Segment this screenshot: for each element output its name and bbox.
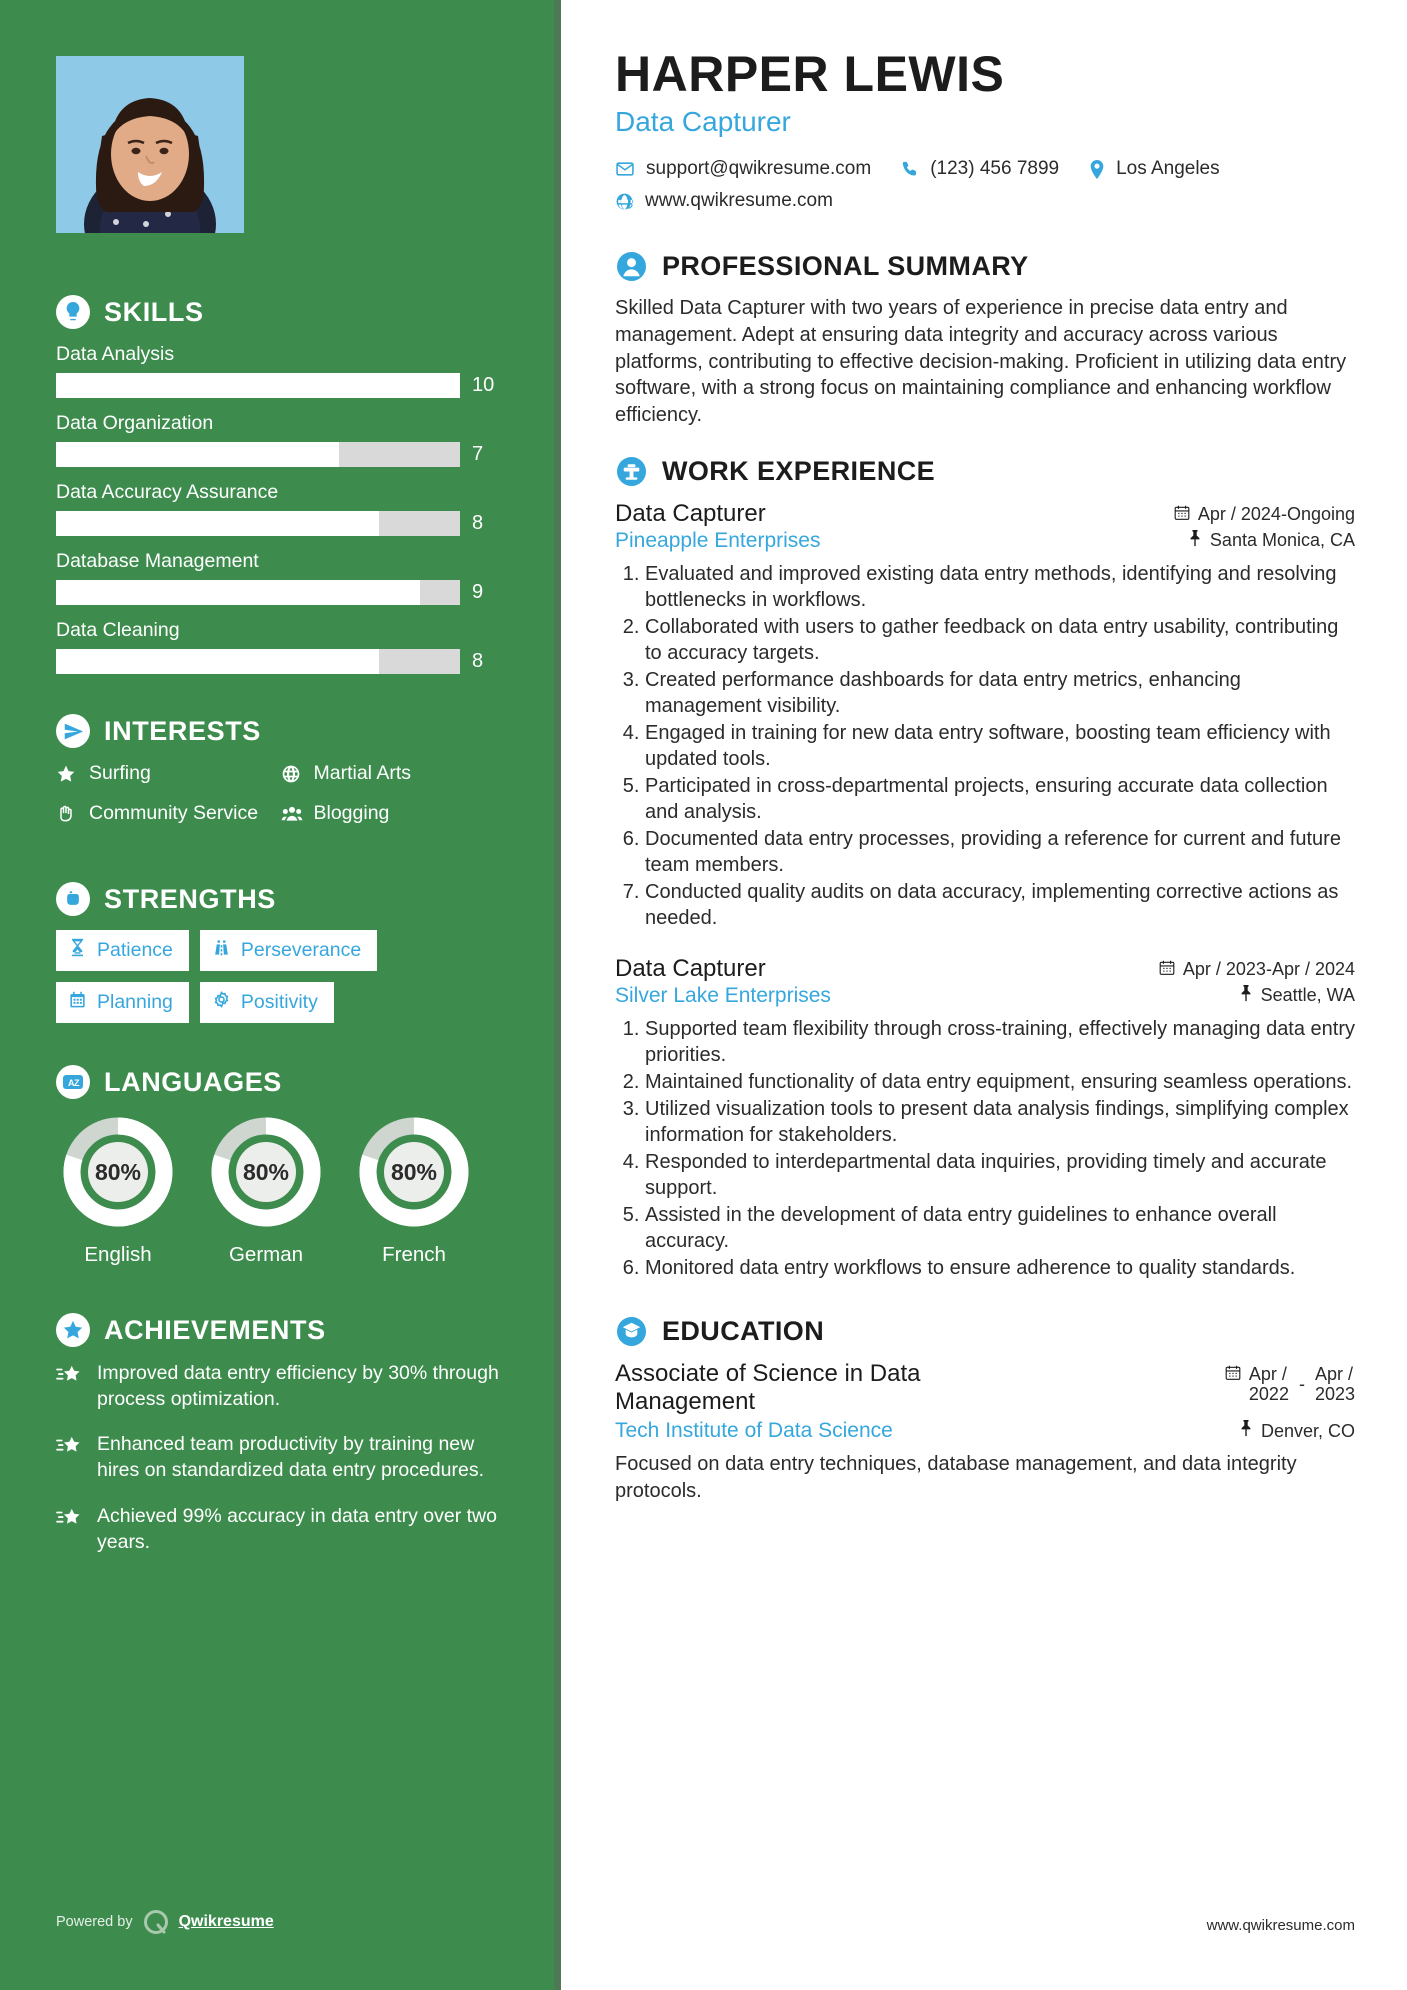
job-bullet: 5. Participated in cross-departmental projects, ensuring accurate data collection and analysis. [645, 773, 1355, 825]
language-percent: 80% [94, 1158, 142, 1185]
job-bullet: 7. Conducted quality audits on data accuracy, implementing corrective actions as needed. [645, 879, 1355, 931]
job-bullet-list [615, 1016, 1355, 1281]
job-title: Data Capturer [615, 499, 766, 527]
star-trail-icon [56, 1504, 84, 1534]
job-bullet: 1. Supported team flexibility through cross-training, effectively managing data entry priorities. [645, 1016, 1355, 1068]
skill-item [56, 343, 505, 398]
qwikresume-logo-icon [142, 1908, 170, 1936]
education-date-separator: - [1298, 1373, 1305, 1394]
strength-chip [56, 982, 189, 1023]
job-location-value: Seattle, WA [1260, 985, 1355, 1006]
professional-summary-header [615, 250, 1355, 283]
star-icon [56, 762, 78, 790]
job-bullet: 3. Utilized visualization tools to present data analysis findings, simplifying complex information for stakeholders. [645, 1096, 1355, 1148]
language-name: German [228, 1243, 304, 1266]
main-footer-website: www.qwikresume.com [1206, 1917, 1355, 1934]
skill-value: 7 [472, 443, 484, 465]
job-company: Pineapple Enterprises [615, 528, 821, 552]
star-badge-icon [56, 1313, 90, 1347]
job-location-value: Santa Monica, CA [1209, 530, 1355, 551]
sidebar-footer [56, 1908, 274, 1936]
skill-item [56, 619, 505, 674]
calendar-icon [1159, 959, 1175, 981]
strengths-title: STRENGTHS [104, 883, 276, 914]
contact-value: support@qwikresume.com [646, 158, 872, 179]
work-experience-header [615, 455, 1355, 488]
interest-label: Martial Arts [313, 762, 412, 784]
achievement-item [56, 1504, 505, 1555]
calendar-icon [1174, 504, 1190, 526]
education-section [615, 1315, 1355, 1504]
pin-icon [1239, 1420, 1253, 1442]
achievement-text: Improved data entry efficiency by 30% through process optimization. [97, 1362, 499, 1410]
skills-title: SKILLS [104, 296, 204, 327]
achievements-list [56, 1361, 505, 1555]
language-name: English [84, 1243, 152, 1266]
education-location [1239, 1420, 1355, 1442]
svg-text:A: A [68, 1078, 75, 1088]
main-content [561, 0, 1407, 1990]
contact-item-phone[interactable] [901, 158, 1059, 180]
powered-by-label: Powered by [56, 1914, 133, 1930]
strengths-header [56, 882, 505, 916]
interest-item [281, 762, 506, 790]
job-dates-value: Apr / 2024-Ongoing [1197, 504, 1355, 525]
education-date-end-bottom: 2023 [1314, 1384, 1355, 1405]
job-bullet: 5. Assisted in the development of data entry guidelines to enhance overall accuracy. [645, 1202, 1355, 1254]
contact-line-website [615, 190, 1355, 212]
education-date-start-bottom: 2022 [1248, 1384, 1289, 1405]
skill-item [56, 412, 505, 467]
portrait-photo-icon [56, 56, 244, 233]
calendar-icon [1225, 1364, 1241, 1386]
phone-icon [901, 160, 919, 178]
education-header [615, 1315, 1355, 1348]
pin-icon [1188, 530, 1202, 552]
users-icon [281, 802, 303, 830]
hand-icon [56, 802, 78, 830]
globe-icon [615, 192, 634, 211]
job-bullet: 1. Evaluated and improved existing data entry methods, identifying and resolving bottlenecks in workflows. [645, 561, 1355, 613]
qwikresume-link[interactable]: Qwikresume [178, 1913, 274, 1930]
job-role-subtitle: Data Capturer [615, 106, 791, 137]
strengths-list [56, 930, 505, 1023]
job-bullet: 2. Maintained functionality of data entry equipment, ensuring seamless operations. [645, 1069, 1355, 1095]
globe-icon [281, 762, 303, 790]
contact-website-value: www.qwikresume.com [645, 190, 833, 211]
contact-item-map-pin[interactable] [1089, 158, 1220, 180]
job-bullet: 6. Monitored data entry workflows to ensure adherence to quality standards. [645, 1255, 1355, 1281]
hourglass-icon [68, 938, 87, 963]
professional-summary-title: PROFESSIONAL SUMMARY [662, 251, 1029, 281]
contact-block [615, 158, 1355, 212]
education-school: Tech Institute of Data Science [615, 1419, 893, 1443]
job-dates-value: Apr / 2023-Apr / 2024 [1182, 959, 1355, 980]
job-bullet: 4. Responded to interdepartmental data inquiries, providing timely and accurate support. [645, 1149, 1355, 1201]
achievement-item [56, 1432, 505, 1483]
strength-label: Perseverance [240, 939, 362, 961]
education-location-value: Denver, CO [1260, 1420, 1355, 1441]
briefcase-icon [615, 455, 648, 488]
contact-value: Los Angeles [1116, 158, 1220, 179]
strength-chip [56, 930, 189, 971]
job-bullet: 3. Created performance dashboards for data entry metrics, enhancing management visibility. [645, 667, 1355, 719]
interest-label: Community Service [89, 802, 259, 824]
star-trail-icon [56, 1361, 84, 1391]
skill-name: Data Analysis [56, 343, 175, 365]
work-experience-list [615, 500, 1355, 1281]
strength-chip [200, 982, 334, 1023]
contact-website[interactable] [615, 190, 833, 212]
education-degree: Associate of Science in Data Management [615, 1359, 921, 1415]
achievements-section [56, 1313, 505, 1555]
skill-name: Database Management [56, 550, 259, 572]
language-item [204, 1113, 328, 1267]
language-item [352, 1113, 476, 1267]
envelope-icon [615, 159, 635, 179]
interest-item [281, 802, 506, 830]
fist-icon [56, 882, 90, 916]
job-dates [1174, 504, 1355, 526]
star-trail-icon [56, 1432, 84, 1462]
sidebar [0, 0, 561, 1990]
achievements-title: ACHIEVEMENTS [104, 1314, 326, 1345]
contact-value: (123) 456 7899 [930, 158, 1060, 179]
language-progress-ring [207, 1113, 325, 1231]
languages-list [56, 1113, 505, 1267]
interests-title: INTERESTS [104, 715, 261, 746]
skills-section [56, 295, 505, 674]
skill-name: Data Cleaning [56, 619, 180, 641]
interests-header [56, 714, 505, 748]
work-experience-title: WORK EXPERIENCE [662, 455, 936, 486]
skill-value: 10 [472, 374, 495, 396]
strength-label: Planning [97, 991, 173, 1013]
gear-icon [212, 990, 231, 1015]
interests-list [56, 762, 505, 842]
job-bullet: 2. Collaborated with users to gather feedback on data entry usability, contributing to accuracy targets. [645, 614, 1355, 666]
education-entry [615, 1360, 1355, 1504]
skill-value: 8 [472, 512, 484, 534]
job-company: Silver Lake Enterprises [615, 983, 831, 1007]
interest-label: Blogging [313, 802, 390, 824]
map-pin-icon [1089, 160, 1105, 179]
job-bullet: 6. Documented data entry processes, providing a reference for current and future team members. [645, 826, 1355, 878]
interests-section [56, 714, 505, 842]
skill-progress-bar [56, 442, 460, 467]
education-title: EDUCATION [662, 1315, 825, 1346]
education-description: Focused on data entry techniques, database management, and data integrity protocols. [615, 1453, 1297, 1502]
skills-list [56, 343, 505, 674]
language-icon [56, 1065, 90, 1099]
achievements-header [56, 1313, 505, 1347]
skill-name: Data Organization [56, 412, 214, 434]
job-title: Data Capturer [615, 954, 766, 982]
skills-header [56, 295, 505, 329]
skill-name: Data Accuracy Assurance [56, 481, 279, 503]
language-item [56, 1113, 180, 1267]
job-location [1239, 985, 1355, 1007]
languages-header [56, 1065, 505, 1099]
work-experience-entry [615, 500, 1355, 931]
job-dates [1159, 959, 1355, 981]
graduation-icon [615, 1315, 648, 1348]
skill-item [56, 550, 505, 605]
achievement-text: Achieved 99% accuracy in data entry over two years. [97, 1504, 497, 1553]
profile-photo [56, 56, 244, 233]
page-title: HARPER LEWIS [615, 46, 1005, 102]
contact-line-primary [615, 158, 1355, 180]
skill-progress-bar [56, 649, 460, 674]
skill-progress-bar [56, 373, 460, 398]
strength-chip [200, 930, 377, 971]
skill-value: 9 [472, 581, 484, 603]
skill-progress-bar [56, 511, 460, 536]
contact-item-envelope[interactable] [615, 158, 871, 180]
svg-text:Z: Z [74, 1078, 80, 1088]
work-experience-entry [615, 955, 1355, 1281]
skill-value: 8 [472, 650, 484, 672]
interest-label: Surfing [89, 762, 151, 784]
language-percent: 80% [242, 1158, 290, 1185]
achievement-item [56, 1361, 505, 1412]
paper-plane-icon [56, 714, 90, 748]
interest-item [56, 762, 281, 790]
language-progress-ring [59, 1113, 177, 1231]
strength-label: Positivity [240, 991, 318, 1013]
interest-item [56, 802, 281, 830]
strengths-section [56, 882, 505, 1023]
calendar-icon [68, 990, 87, 1015]
education-dates [1225, 1360, 1355, 1404]
skill-progress-bar [56, 580, 460, 605]
road-icon [212, 938, 231, 963]
job-bullet: 4. Engaged in training for new data entry software, boosting team efficiency with updated tools. [645, 720, 1355, 772]
languages-section [56, 1065, 505, 1267]
education-date-end-top: Apr / [1314, 1363, 1353, 1384]
education-date-start-top: Apr / [1248, 1363, 1287, 1384]
pin-icon [1239, 985, 1253, 1007]
language-name: French [382, 1243, 446, 1266]
job-location [1188, 530, 1355, 552]
languages-title: LANGUAGES [104, 1066, 282, 1097]
work-experience-section [615, 455, 1355, 1281]
achievement-text: Enhanced team productivity by training new hires on standardized data entry procedures. [97, 1433, 484, 1482]
language-percent: 80% [390, 1158, 438, 1185]
professional-summary-section [615, 250, 1355, 429]
professional-summary-text: Skilled Data Capturer with two years of experience in precise data entry and management. Adept at ensuring data integrity and accuracy across various platforms, contributing to effective decision-making. Proficient in utilizing data entry software, with a strong focus on maintaining compliance and enhancing workflow efficiency. [615, 297, 1347, 427]
user-circle-icon [615, 250, 648, 283]
lightbulb-icon [56, 295, 90, 329]
job-bullet-list [615, 561, 1355, 931]
skill-item [56, 481, 505, 536]
strength-label: Patience [97, 939, 173, 961]
education-list [615, 1360, 1355, 1504]
language-progress-ring [355, 1113, 473, 1231]
